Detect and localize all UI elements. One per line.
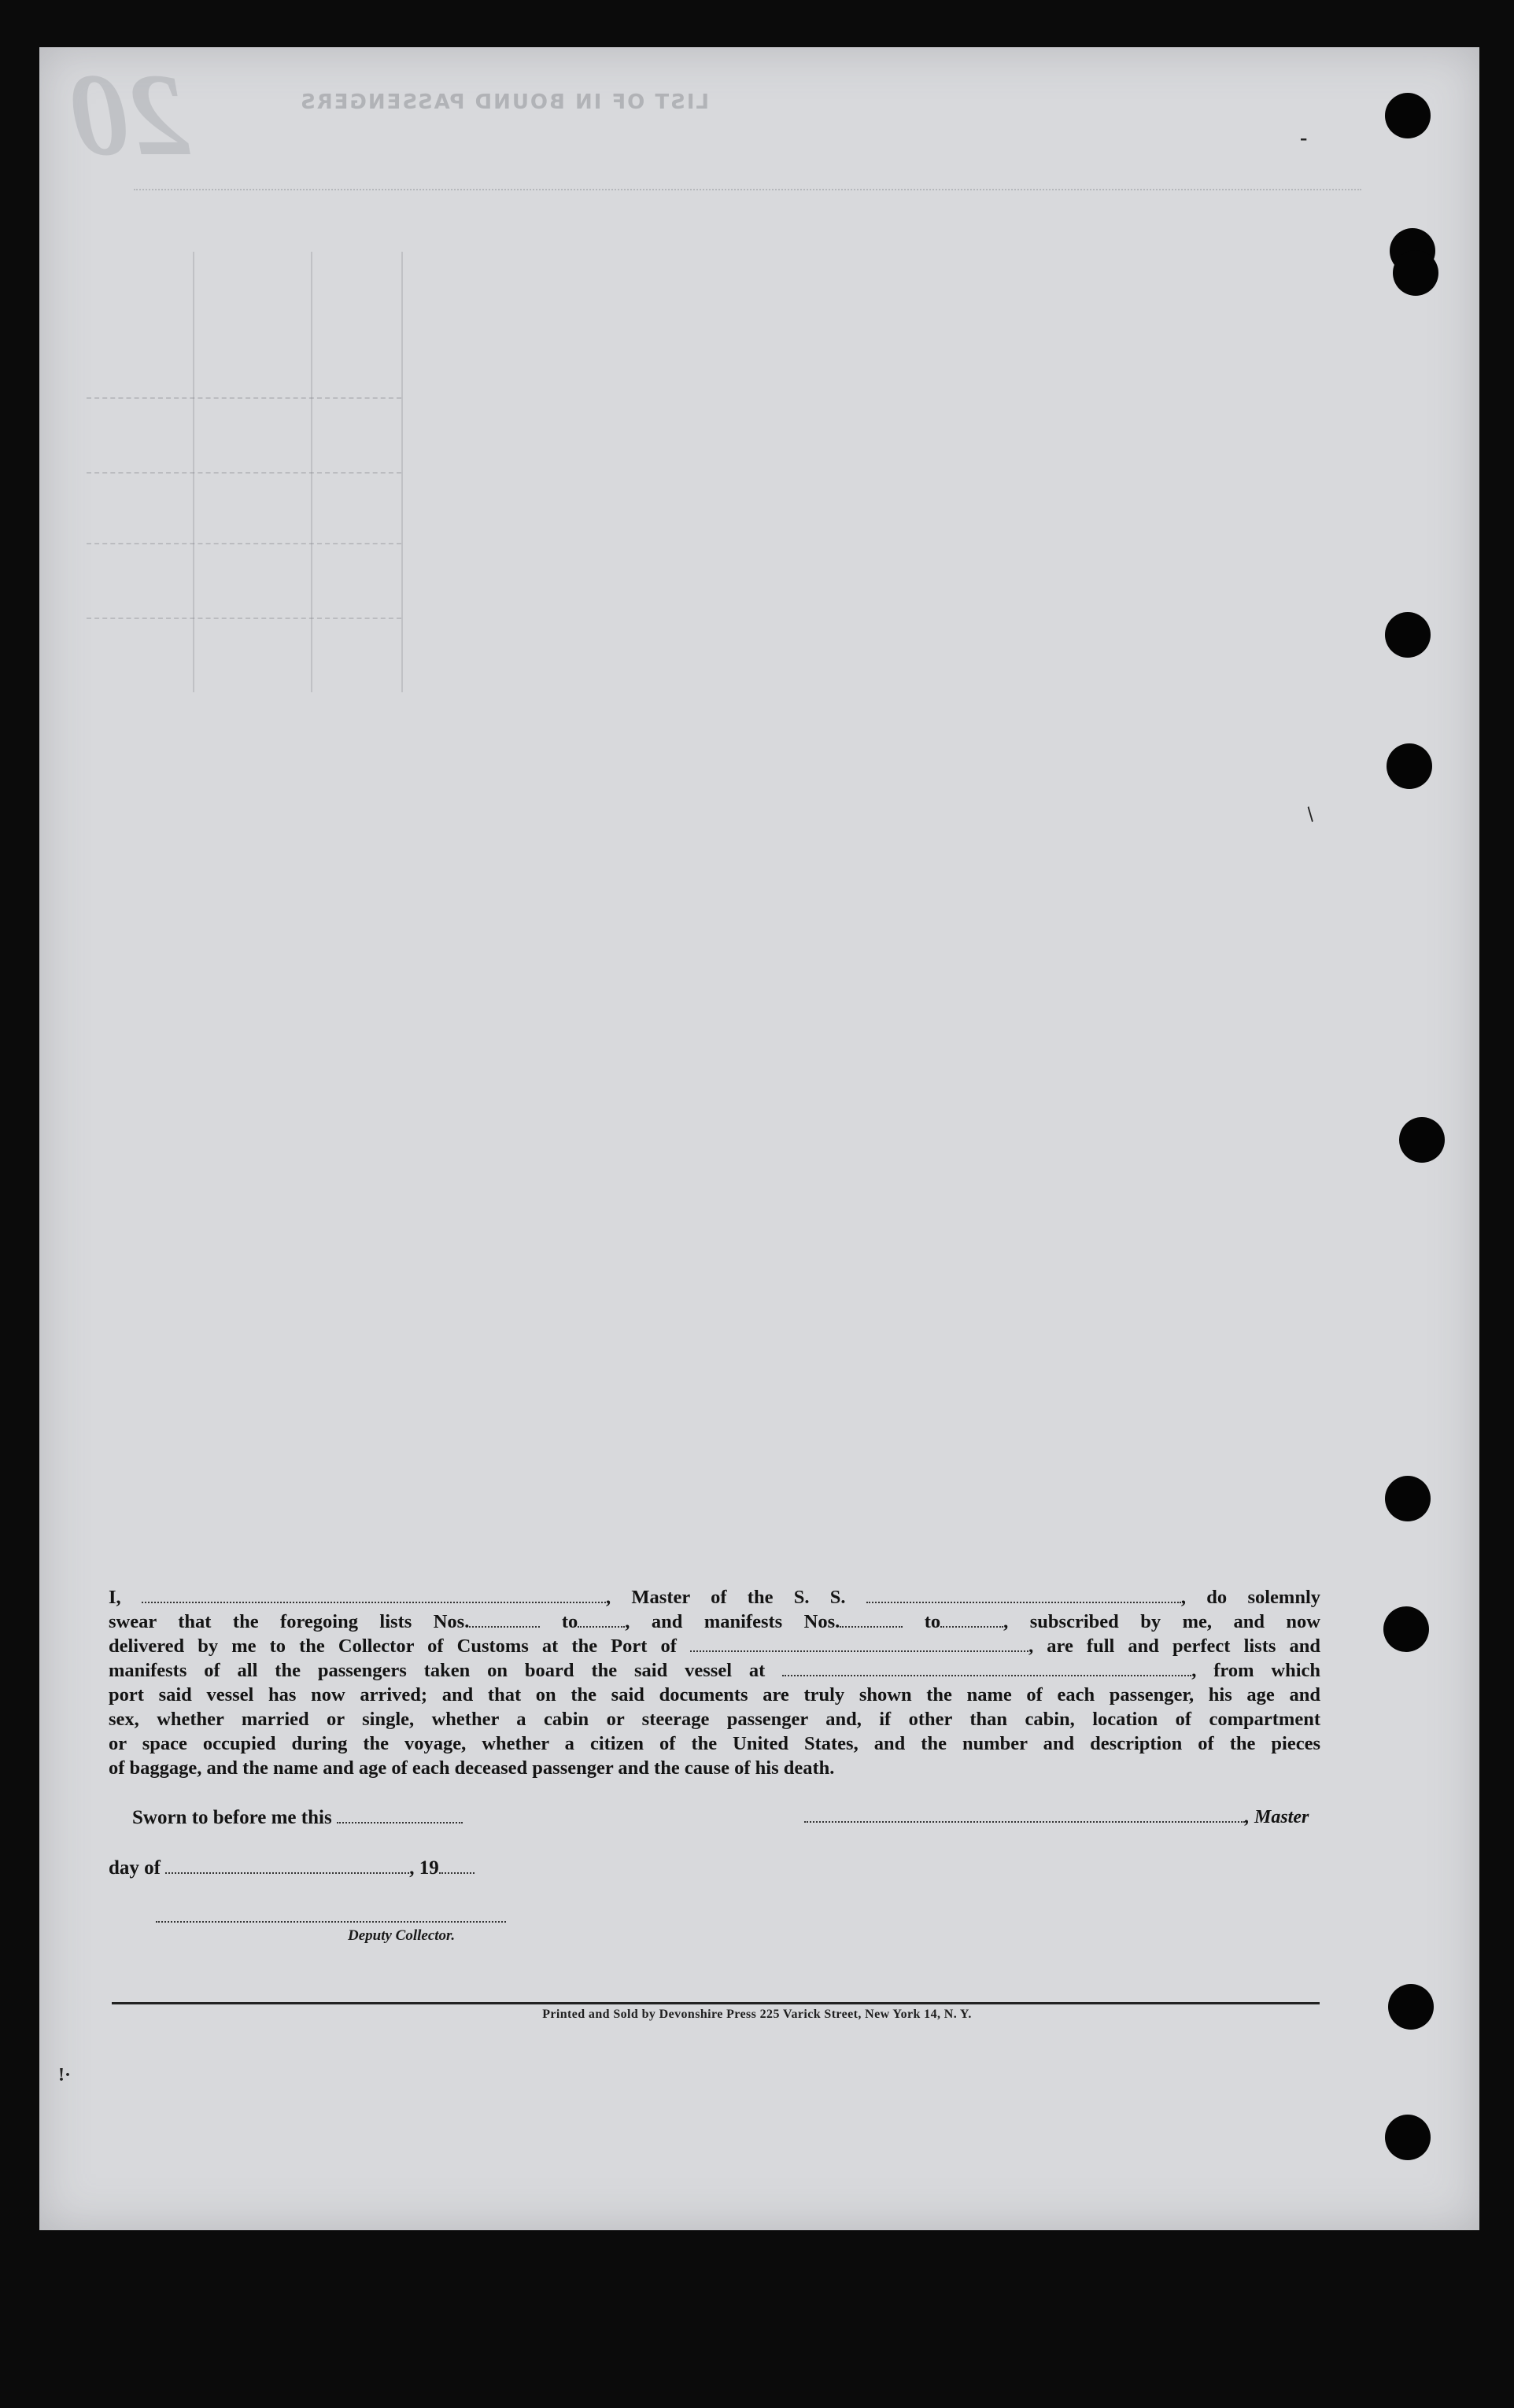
stray-mark: - (1300, 126, 1308, 150)
oath-text: , are full and perfect lists and (1028, 1635, 1321, 1657)
oath-text: , do solemnly (1180, 1587, 1321, 1608)
sworn-label: Sworn to before me this (132, 1807, 332, 1828)
oath-text: , Master of the S. S. (605, 1587, 846, 1608)
manifest-to-blank[interactable] (940, 1612, 1003, 1628)
sworn-date-blank[interactable] (337, 1808, 463, 1824)
deputy-signature-blank[interactable] (156, 1921, 506, 1923)
punch-hole (1383, 1606, 1429, 1652)
stray-mark: !· (58, 2065, 71, 2085)
printer-imprint: Printed and Sold by Devonshire Press 225 Varick Street, New York 14, N. Y. (542, 2008, 972, 2021)
punch-hole (1399, 1117, 1445, 1163)
list-to-blank[interactable] (578, 1612, 625, 1628)
year-label: , 19 (409, 1857, 439, 1879)
oath-text: , from which (1191, 1660, 1321, 1681)
manifest-from-blank[interactable] (840, 1612, 903, 1628)
punch-hole (1387, 743, 1432, 789)
footer-rule (112, 2002, 1320, 2004)
oath-line-4 (109, 1658, 1320, 1683)
oath-line-3 (109, 1634, 1320, 1658)
oath-text: to (561, 1611, 578, 1632)
oath-text: I, (109, 1587, 121, 1608)
punch-hole (1385, 1476, 1431, 1521)
list-from-blank[interactable] (469, 1612, 540, 1628)
oath-line-6: sex, whether married or single, whether a cabin or steerage passenger and, if other than cabin, location of compartment (109, 1709, 1320, 1730)
master-label: , Master (1245, 1807, 1309, 1827)
day-of-line (109, 1857, 475, 1879)
sworn-line (132, 1807, 463, 1829)
bleed-through-dash-line (87, 397, 401, 399)
ship-name-blank[interactable] (866, 1588, 1181, 1603)
punch-hole (1388, 1984, 1434, 2030)
oath-line-5: port said vessel has now arrived; and that on the said documents are truly shown the name of each passenger, his age and (109, 1684, 1320, 1706)
punch-hole (1385, 612, 1431, 658)
bleed-through-rule (134, 189, 1361, 190)
oath-line-1 (109, 1585, 1320, 1610)
oath-line-8: of baggage, and the name and age of each deceased passenger and the cause of his death. (109, 1757, 835, 1779)
oath-line-2 (109, 1610, 1320, 1634)
oath-text: delivered by me to the Collector of Customs at the Port of (109, 1635, 677, 1657)
oath-text: swear that the foregoing lists Nos. (109, 1611, 470, 1632)
port-blank[interactable] (690, 1636, 1028, 1652)
oath-text: manifests of all the passengers taken on board the said vessel at (109, 1660, 766, 1681)
oath-line-7: or space occupied during the voyage, whether a citizen of the United States, and the number and description of the pieces (109, 1733, 1320, 1754)
bleed-through-dash-line (87, 543, 401, 544)
master-name-blank[interactable] (142, 1588, 606, 1603)
master-signature-line (804, 1807, 1309, 1828)
bleed-through-dash-line (87, 472, 401, 474)
master-oath-paragraph (109, 1585, 1320, 1780)
day-of-label: day of (109, 1857, 161, 1879)
bleed-through-header: LIST OF IN BOUND PASSENGERS (299, 90, 710, 114)
deputy-collector-label: Deputy Collector. (348, 1927, 456, 1944)
month-blank[interactable] (165, 1858, 409, 1874)
punch-hole (1385, 93, 1431, 138)
oath-text: , and manifests Nos. (625, 1611, 840, 1632)
stray-mark: / (1301, 802, 1320, 827)
oath-text: , subscribed by me, and now (1003, 1611, 1321, 1632)
master-signature-blank[interactable] (804, 1807, 1245, 1823)
departure-port-blank[interactable] (782, 1661, 1191, 1676)
punch-hole (1385, 2115, 1431, 2160)
oath-text: to (924, 1611, 941, 1632)
bleed-through-page-number: 20 (71, 50, 189, 180)
bleed-through-dash-line (87, 618, 401, 619)
document-sheet (39, 47, 1479, 2230)
punch-hole (1393, 250, 1438, 296)
year-blank[interactable] (439, 1858, 475, 1874)
bleed-through-column-line (401, 252, 403, 692)
